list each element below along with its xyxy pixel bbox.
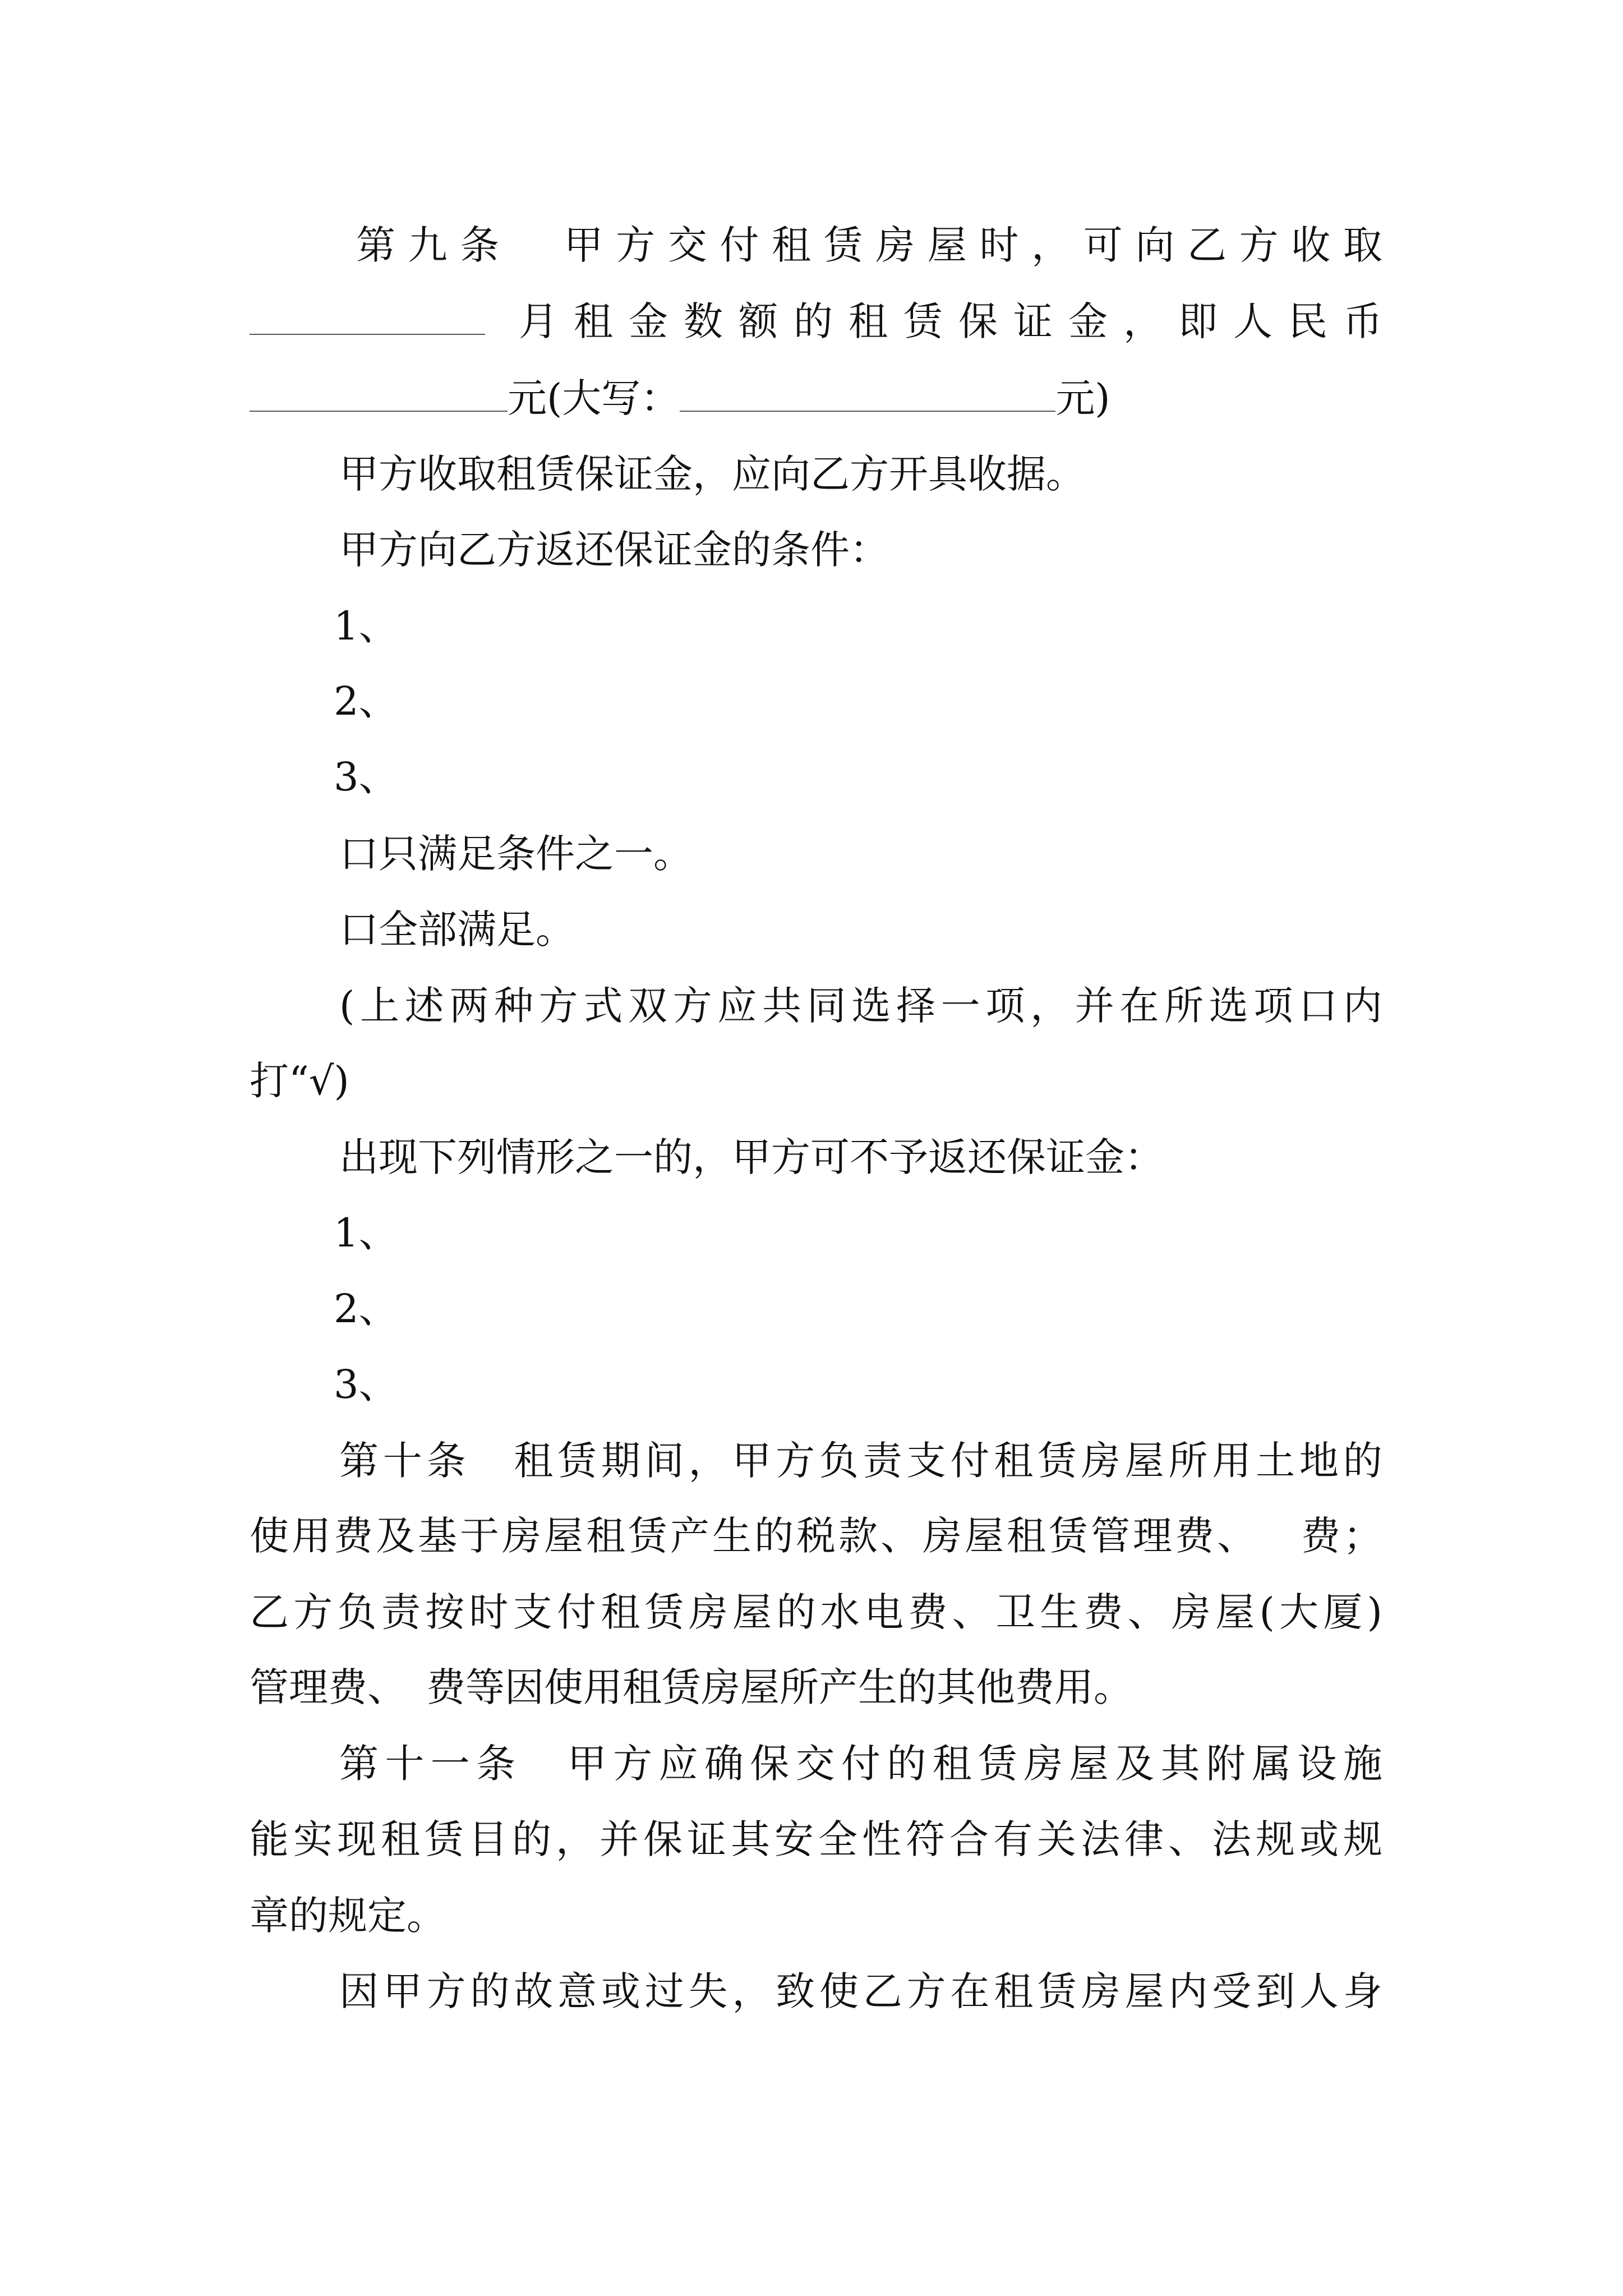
return-conditions-heading: 甲方向乙方返还保证金的条件：: [339, 527, 889, 573]
no-return-item: 3、: [334, 1361, 398, 1407]
months-blank: [250, 299, 485, 335]
amount-blank: [250, 376, 508, 412]
art11-line2: 能 实 现 租 赁 目 的 ， 并 保 证 其 安 全 性 符 合 有 关 法 律 、 法 规 或 规: [250, 1816, 1382, 1862]
option-meet-one-checkbox[interactable]: 口只满足条件之一。: [339, 831, 693, 877]
choose-note-line1: ( 上 述 两 种 方 式 双 方 应 共 同 选 择 一 项 ， 并 在 所 选 项 口 内: [339, 983, 1382, 1029]
art11-line1: 第 十 一 条 甲 方 应 确 保 交 付 的 租 赁 房 屋 及 其 附 属 设 施: [339, 1741, 1382, 1787]
fault-paragraph: 因 甲 方 的 故 意 或 过 失 ， 致 使 乙 方 在 租 赁 房 屋 内 受 到 人 身: [339, 1968, 1382, 2014]
yuan-daxie-label: 元(大写：: [508, 375, 680, 421]
art9-line2-text: 月 租 金 数 额 的 租 赁 保 证 金 ， 即 人 民 币: [519, 298, 1382, 344]
art9-line3: [250, 373, 1110, 424]
no-return-item: 1、: [334, 1210, 398, 1256]
receipt-paragraph: 甲方收取租赁保证金，应向乙方开具收据。: [339, 451, 1085, 497]
condition-item: 3、: [334, 754, 398, 800]
art10-line1: 第 十 条 租 赁 期 间 ， 甲 方 负 责 支 付 租 赁 房 屋 所 用 土 地 的: [339, 1438, 1382, 1484]
art9-line2: [250, 296, 1382, 347]
art10-line3: 乙 方 负 责 按 时 支 付 租 赁 房 屋 的 水 电 费 、 卫 生 费 、 房 屋 ( 大 厦 ): [250, 1589, 1382, 1635]
amount-words-blank: [680, 376, 1055, 412]
choose-note-line2: 打“√): [250, 1058, 349, 1104]
art11-line3: 章的规定。: [250, 1893, 446, 1939]
no-return-heading: 出现下列情形之一的，甲方可不予返还保证金：: [339, 1134, 1164, 1180]
condition-item: 2、: [334, 678, 398, 724]
yuan-close-label: 元): [1055, 375, 1110, 421]
option-meet-all-checkbox[interactable]: 口全部满足。: [339, 907, 575, 953]
art9-line1: 第 九 条 甲 方 交 付 租 赁 房 屋 时 ， 可 向 乙 方 收 取: [356, 222, 1382, 268]
condition-item: 1、: [334, 603, 398, 649]
art10-line4: 管理费、 费等因使用租赁房屋所产生的其他费用。: [250, 1664, 1133, 1710]
art10-line2: 使 用 费 及 基 于 房 屋 租 赁 产 生 的 税 款 、 房 屋 租 赁 管 理 费 、 费 ；: [250, 1513, 1382, 1559]
no-return-item: 2、: [334, 1286, 398, 1332]
